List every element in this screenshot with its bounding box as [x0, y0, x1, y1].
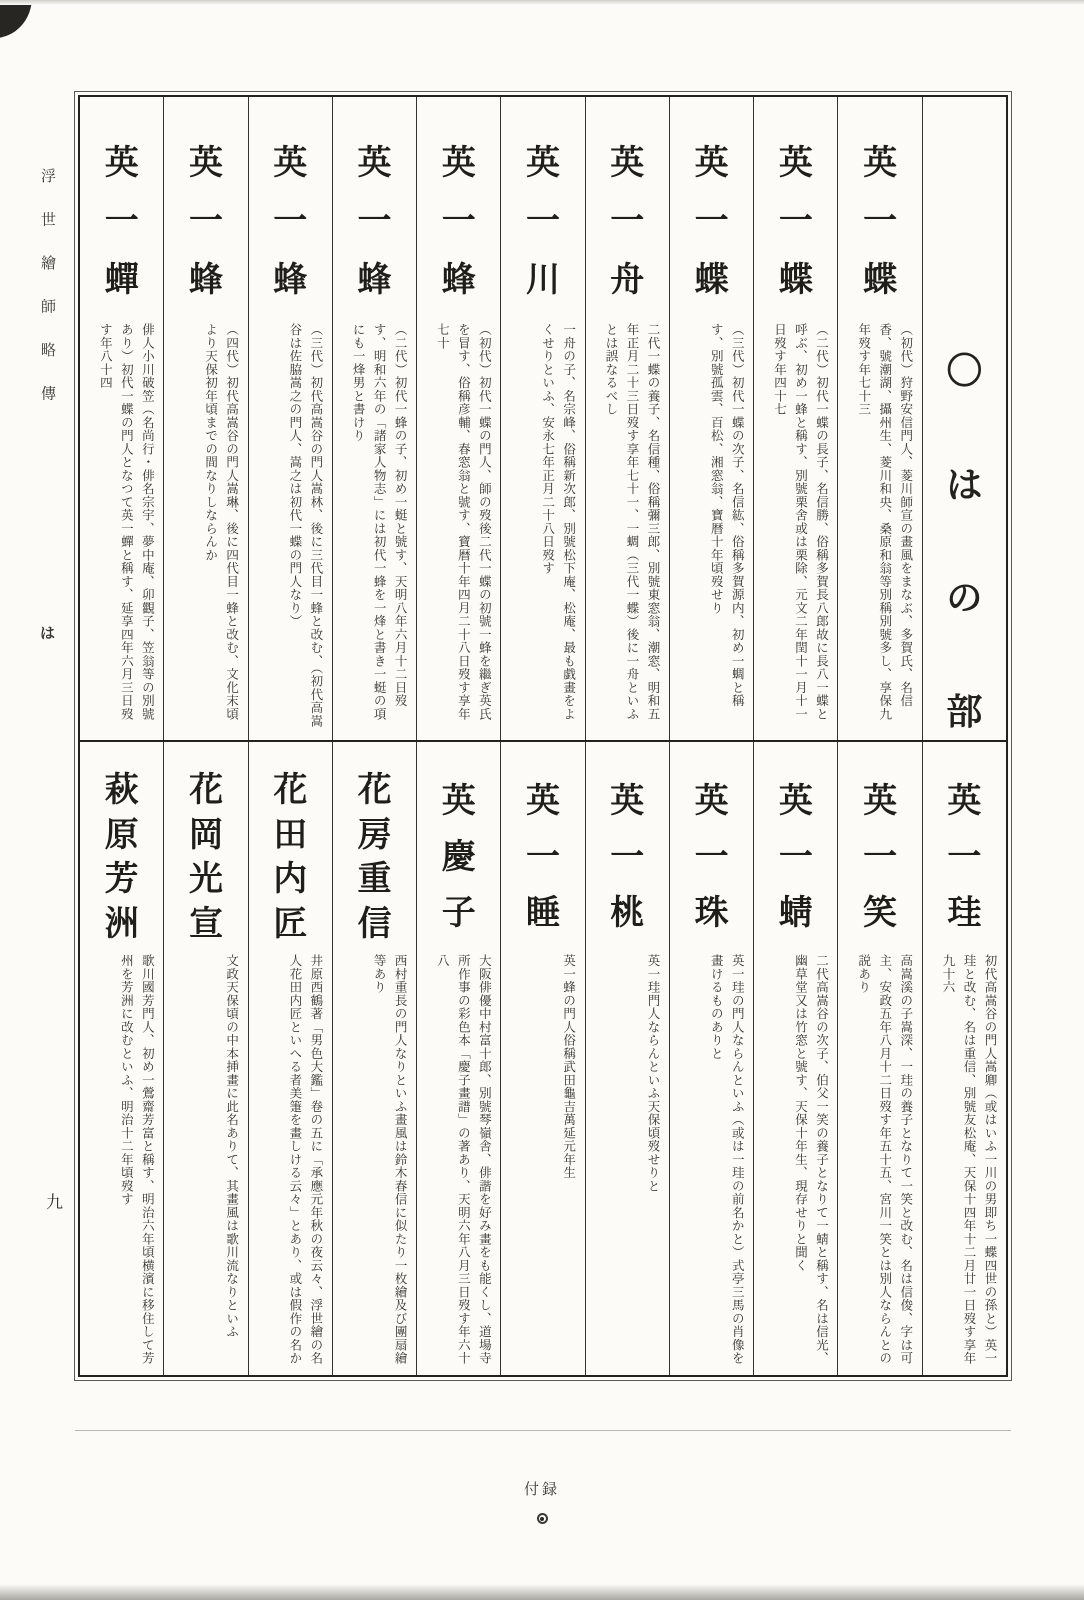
entry-body: 歌川國芳門人、初め一鶯齋芳富と稱す、明治六年頃横濱に移住して芳州を芳洲に改むといふ、明治十二年頃歿す [119, 954, 156, 1365]
entry-column [500, 742, 584, 1375]
entry-title: 英 一 蝶 [778, 142, 813, 300]
entry-title: 英 一 蝶 [863, 142, 898, 300]
footer-label: 付録 [523, 1480, 560, 1498]
entry-column [248, 742, 332, 1375]
page-number: 九 [46, 1193, 63, 1213]
entry-body: 文政天保頃の中本挿畫に此名ありて、其畫風は歌川流なりといふ [224, 954, 240, 1339]
entry-title: 英 一 蟬 [104, 142, 139, 300]
entry-column [669, 97, 753, 740]
entry-column [163, 97, 247, 740]
margin-book-title: 浮世繪師略傳 [39, 168, 57, 429]
entry-title: 英 一 笑 [863, 781, 898, 933]
entry-column [753, 97, 837, 740]
entry-body: （三代）初代一蝶の次子、名信紘、俗稱多賀源内、初め一蜩と稱す、別號孤雲、百松、湘窓翁、寶暦十年頃歿せり [709, 323, 746, 708]
entry-title: 花 房 重 信 [357, 769, 392, 945]
table-row-bottom [80, 742, 1006, 1375]
entry-column [669, 742, 753, 1375]
entry-title: 英 一 舟 [610, 142, 645, 300]
entry-body: 二代高嵩谷の次子、伯父一笑の養子となりて一蜻と稱す、名は信光、幽草堂又は竹窓と號す、天保十年生、現存せりと聞く [793, 954, 830, 1365]
scan-edge-bottom [0, 1584, 1084, 1600]
entry-title: 英 一 蝶 [694, 142, 729, 300]
entry-title: 英 一 蜂 [357, 142, 392, 300]
entry-body: 初代高嵩谷の門人嵩卿（或はいふ一川の男即ち一蝶四世の孫と）英一珪と改む、名は重信、別號友松庵、天保十四年十二月廿一日歿す享年九十六 [941, 954, 998, 1365]
entry-column [332, 97, 416, 740]
entry-column [922, 742, 1006, 1375]
entry-column [500, 97, 584, 740]
entry-body: 二代一蝶の養子、名信種、俗稱彌三郎、別號東窓翁、潮窓、明和五年正月二十三日歿す享年七十一、一蜩（三代一蝶）後に一舟といふとは誤なるべし [603, 323, 661, 721]
entry-title: 英 一 蜂 [441, 142, 476, 300]
scan-edge-top [0, 0, 1084, 5]
entry-body: （二代）初代一蝶の長子、名信勝、俗稱多賀長八郎故に長八一蝶と呼ぶ、初め一蜂と稱す、別號栗舍或は栗除、元文二年閏十一月十一日歿す年四十七 [772, 323, 830, 721]
entry-column [248, 97, 332, 740]
entry-body: 大阪俳優中村富十郎、別號琴嶺舎、俳諧を好み畫をも能くし、道場寺所作事の彩色本「慶子畫譜」の著あり、天明六年八月三日歿す年六十八 [435, 954, 493, 1365]
entry-column [163, 742, 247, 1375]
entry-body: 英一珪門人ならんといふ天保頃歿せりと [645, 954, 661, 1193]
entry-title: 英 一 蜂 [273, 142, 308, 300]
entry-body: 英一珪の門人ならんといふ（或は一珪の前名かと）式亭三馬の肖像を畫けるものありと [709, 954, 746, 1365]
entry-column [80, 97, 163, 740]
entry-column [332, 742, 416, 1375]
entry-title: 英 一 珠 [694, 781, 729, 933]
footer [0, 1478, 1084, 1524]
entry-body: 一舟の子、名宗峰、俗稱新次郎、別號松下庵、松庵、最も戯畫をよくせりといふ、安永七年正月二十八日歿す [540, 323, 577, 721]
entry-column [837, 742, 921, 1375]
section-heading-column [922, 97, 1006, 740]
entry-column [416, 97, 500, 740]
entry-body: 俳人小川破笠（名尚行・俳名宗宇、夢中庵、卯觀子、笠翁等の別號あり）初代一蝶の門人となつて英一蟬と稱す、延享四年六月三日歿す年八十四 [98, 323, 156, 721]
entry-body: （初代）狩野安信門人、菱川師宣の畫風をまなぶ、多賀氏、名信香、號潮湖、攝州生、菱川和央、桑原和翁等別稱別號多し、享保九年歿す年七十三 [856, 323, 914, 721]
margin-section-kana: は [40, 624, 56, 642]
entry-body: 英一蜂の門人俗稱武田龜吉萬延元年生 [561, 954, 577, 1180]
left-margin [0, 0, 74, 1500]
entry-column [585, 97, 669, 740]
entry-title: 英 慶 子 [441, 781, 476, 933]
entry-body: （四代）初代高嵩谷の門人嵩琳、後に四代目一蜂と改む、文化末頃より天保初年頃までの間なりしならんか [203, 323, 240, 721]
entry-title: 英 一 珪 [947, 781, 982, 933]
entry-column [753, 742, 837, 1375]
entry-body: 高嵩溪の子嵩深、一珪の養子となりて一笑と改む、名は信俊、字は可主、安政五年八月十二日歿す年五十五、宮川一笑とは別人ならんとの説あり [856, 954, 914, 1365]
entry-column [837, 97, 921, 740]
entry-title: 英 一 桃 [610, 781, 645, 933]
biography-table [78, 95, 1008, 1377]
entry-title: 英 一 睡 [526, 781, 561, 933]
table-row-top [80, 97, 1006, 742]
section-heading: 〇 は の 部 [946, 350, 983, 733]
footer-rule [75, 1430, 1011, 1431]
entry-body: （三代）初代高嵩谷の門人嵩林、後に三代目一蜂と改む、（初代高嵩谷は佐脇嵩之の門人、嵩之は初代一蝶の門人なり） [287, 323, 324, 728]
entry-title: 萩 原 芳 洲 [104, 769, 139, 945]
entry-title: 英 一 川 [526, 142, 561, 300]
entry-body: 西村重長の門人なりといふ畫風は鈴木春信に似たり一枚繪及び團扇繪等あり [372, 954, 409, 1365]
entry-title: 花 田 内 匠 [273, 769, 308, 945]
entry-title: 花 岡 光 宣 [188, 769, 223, 945]
entry-column [80, 742, 163, 1375]
entry-body: （初代）初代一蝶の門人、師の歿後二代一蝶の初號一蜂を繼ぎ英氏を冒す、俗稱彦輔、春窓翁と號す、寶暦十年四月二十八日歿す享年七十 [435, 323, 493, 721]
entry-column [416, 742, 500, 1375]
entry-body: 井原西鶴著「男色大鑑」卷の五に「承應元年秋の夜云々、浮世繪の名人花田内匠といへる者美箑を畫しける云々」とあり、或は假作の名か [287, 954, 324, 1365]
entry-title: 英 一 蜂 [188, 142, 223, 300]
entry-title: 英 一 蜻 [778, 781, 813, 933]
entry-column [585, 742, 669, 1375]
footer-bullseye-mark [537, 1513, 548, 1524]
entry-body: （二代）初代一蜂の子、初め一蜓と號す、天明八年六月十二日歿す、明和六年の「諸家人物志」には初代一蜂を一烽と書き一蜓の項にも一烽男と書けり [351, 323, 409, 721]
